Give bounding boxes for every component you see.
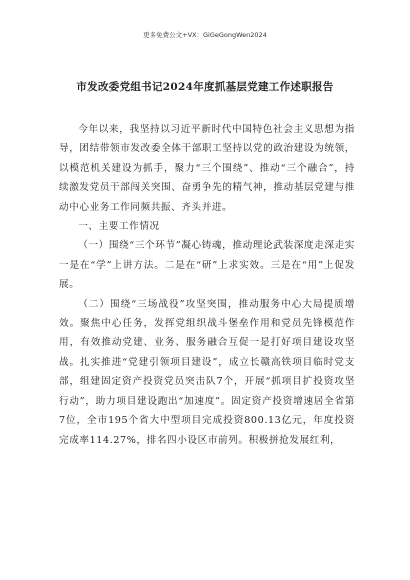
section-heading: 一、主要工作情况 [78, 221, 160, 233]
subsection-paragraph-1: （一）围绕“三个环节”凝心铸魂，推动理论武装深度走深走实一是在“学”上讲方法。二是在“研”上求实效。三是在“用”上促发展。 [59, 240, 355, 291]
header-note: 更多免费公文+VX：GiGeGongWen2024 [143, 31, 267, 39]
document-body [59, 120, 355, 450]
document-title: 市发改委党组书记2024年度抓基层党建工作述职报告 [76, 81, 334, 93]
intro-paragraph: 今年以来，我坚持以习近平新时代中国特色社会主义思想为指导，团结带领市发改委全体干部职工坚持以党的政治建设为统领，以模范机关建设为抓手，聚力“三个围绕”、推动“三个融合”，持续激发党员干部闯关突围、奋勇争先的精气神，推动基层党建与推动中心业务工作同频共振、齐头并进。 [59, 124, 355, 213]
subsection-paragraph-2: （二）围绕“三场战役”攻坚突围，推动服务中心大局提质增效。聚焦中心任务，发挥党组织战斗堡垒作用和党员先锋模范作用，有效推动党建、业务、服务融合互促一是打好项目建设攻坚战。扎实推进“党建引领项目建设”，成立长赣高铁项目临时党支部，组建固定资产投资党员突击队7个，开展“抓项目扩投资攻坚行动”，助力项目建设跑出“加速度”。固定资产投资增速居全省第7位，全市195个省大中型项目完成投资800.13亿元，年度投资完成率114.27%，排名四小设区市前列。积极拼抢发展红利， [59, 298, 355, 446]
